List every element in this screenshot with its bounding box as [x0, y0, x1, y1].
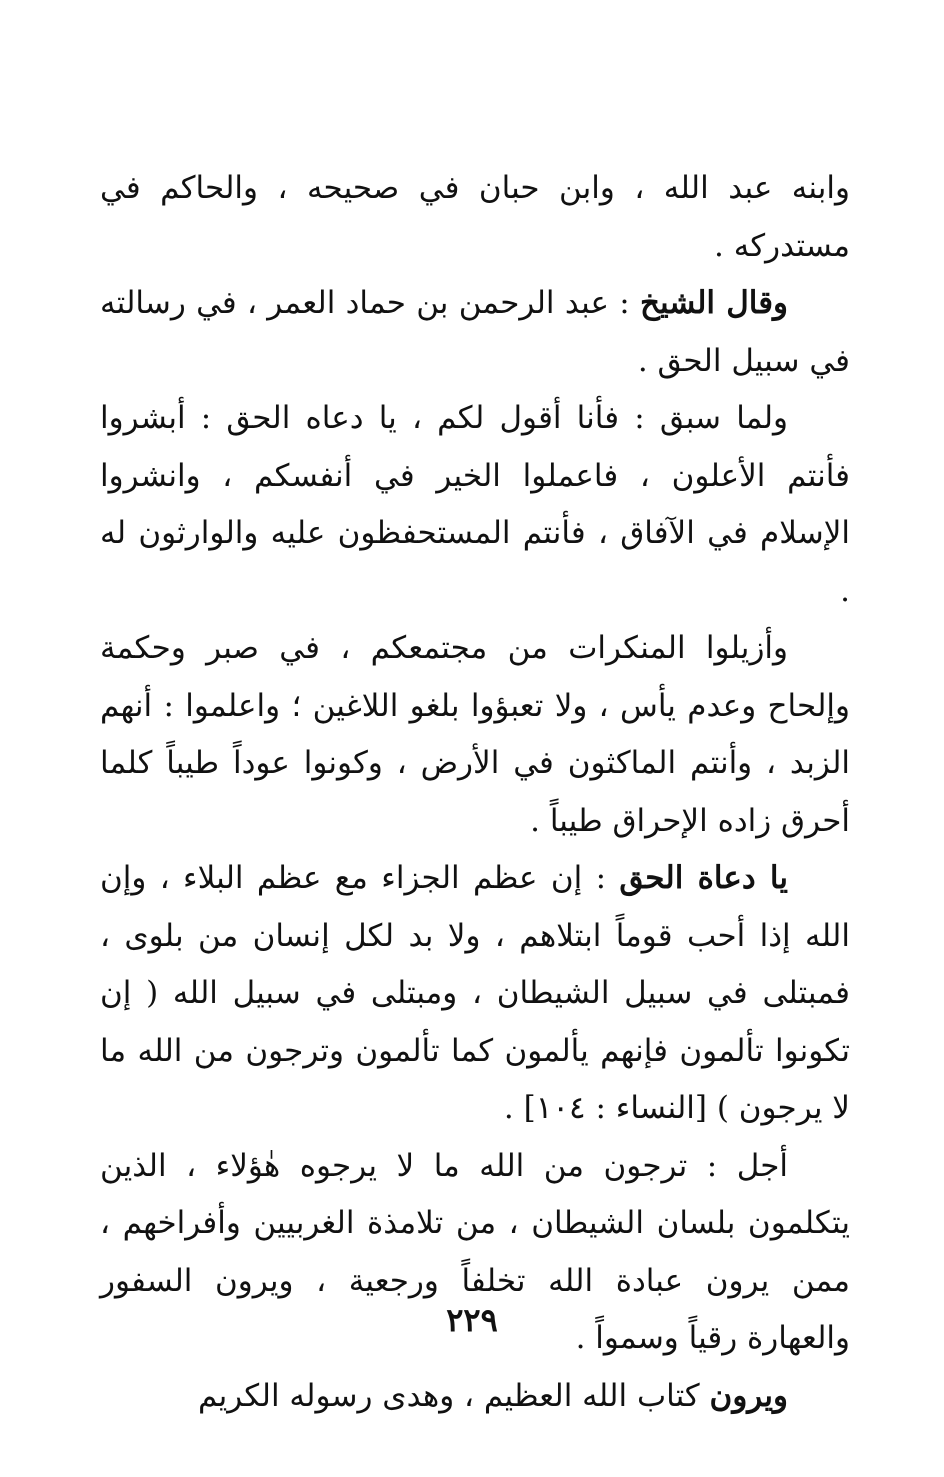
paragraph-text: : إن عظم الجزاء مع عظم البلاء ، وإن الله إذا أحب قوماً ابتلاهم ، ولا بد لكل إنسان من بلوى ، فمبتلى في سبيل الشيطان ، ومبتلى في سبيل الله ( إن تكونوا تألمون فإنهم يألمون كما تألمون وترجون من الله ما لا يرجون ) [النساء : ١٠٤] .	[100, 860, 850, 1126]
paragraph-text: وابنه عبد الله ، وابن حبان في صحيحه ، والحاكم في مستدركه .	[100, 170, 850, 264]
paragraph-lead: ويرون	[709, 1377, 788, 1414]
page-number: ٢٢٩	[446, 1301, 498, 1339]
paragraph-1	[100, 160, 850, 275]
paragraph-7	[100, 1368, 850, 1426]
paragraph-2	[100, 275, 850, 390]
body-text	[100, 160, 850, 1425]
paragraph-text: كتاب الله العظيم ، وهدى رسوله الكريم	[198, 1377, 710, 1414]
paragraph-lead: وقال الشيخ	[639, 285, 788, 321]
paragraph-text: ولما سبق : فأنا أقول لكم ، يا دعاه الحق : أبشروا فأنتم الأعلون ، فاعملوا الخير في أنفسكم ، وانشروا الإسلام في الآفاق ، فأنتم المستحفظون عليه والوارثون له .	[100, 400, 850, 609]
paragraph-text: أجل : ترجون من الله ما لا يرجوه هٰؤلاء ، الذين يتكلمون بلسان الشيطان ، من تلامذة الغربيين وأفراخهم ، ممن يرون عبادة الله تخلفاً ورجعية ، ويرون السفور والعهارة رقياً وسمواً .	[100, 1147, 850, 1356]
paragraph-text: : عبد الرحمن بن حماد العمر ، في رسالته في سبيل الحق .	[100, 285, 850, 379]
paragraph-3	[100, 390, 850, 620]
paragraph-5	[100, 850, 850, 1138]
paragraph-lead: يا دعاة الحق	[619, 860, 788, 896]
paragraph-text: وأزيلوا المنكرات من مجتمعكم ، في صبر وحكمة وإلحاح وعدم يأس ، ولا تعبؤوا بلغو اللاغين ؛ واعلموا : أنهم الزبد ، وأنتم الماكثون في الأرض ، وكونوا عوداً طيباً كلما أحرق زاده الإحراق طيباً .	[100, 630, 850, 839]
paragraph-4	[100, 620, 850, 850]
